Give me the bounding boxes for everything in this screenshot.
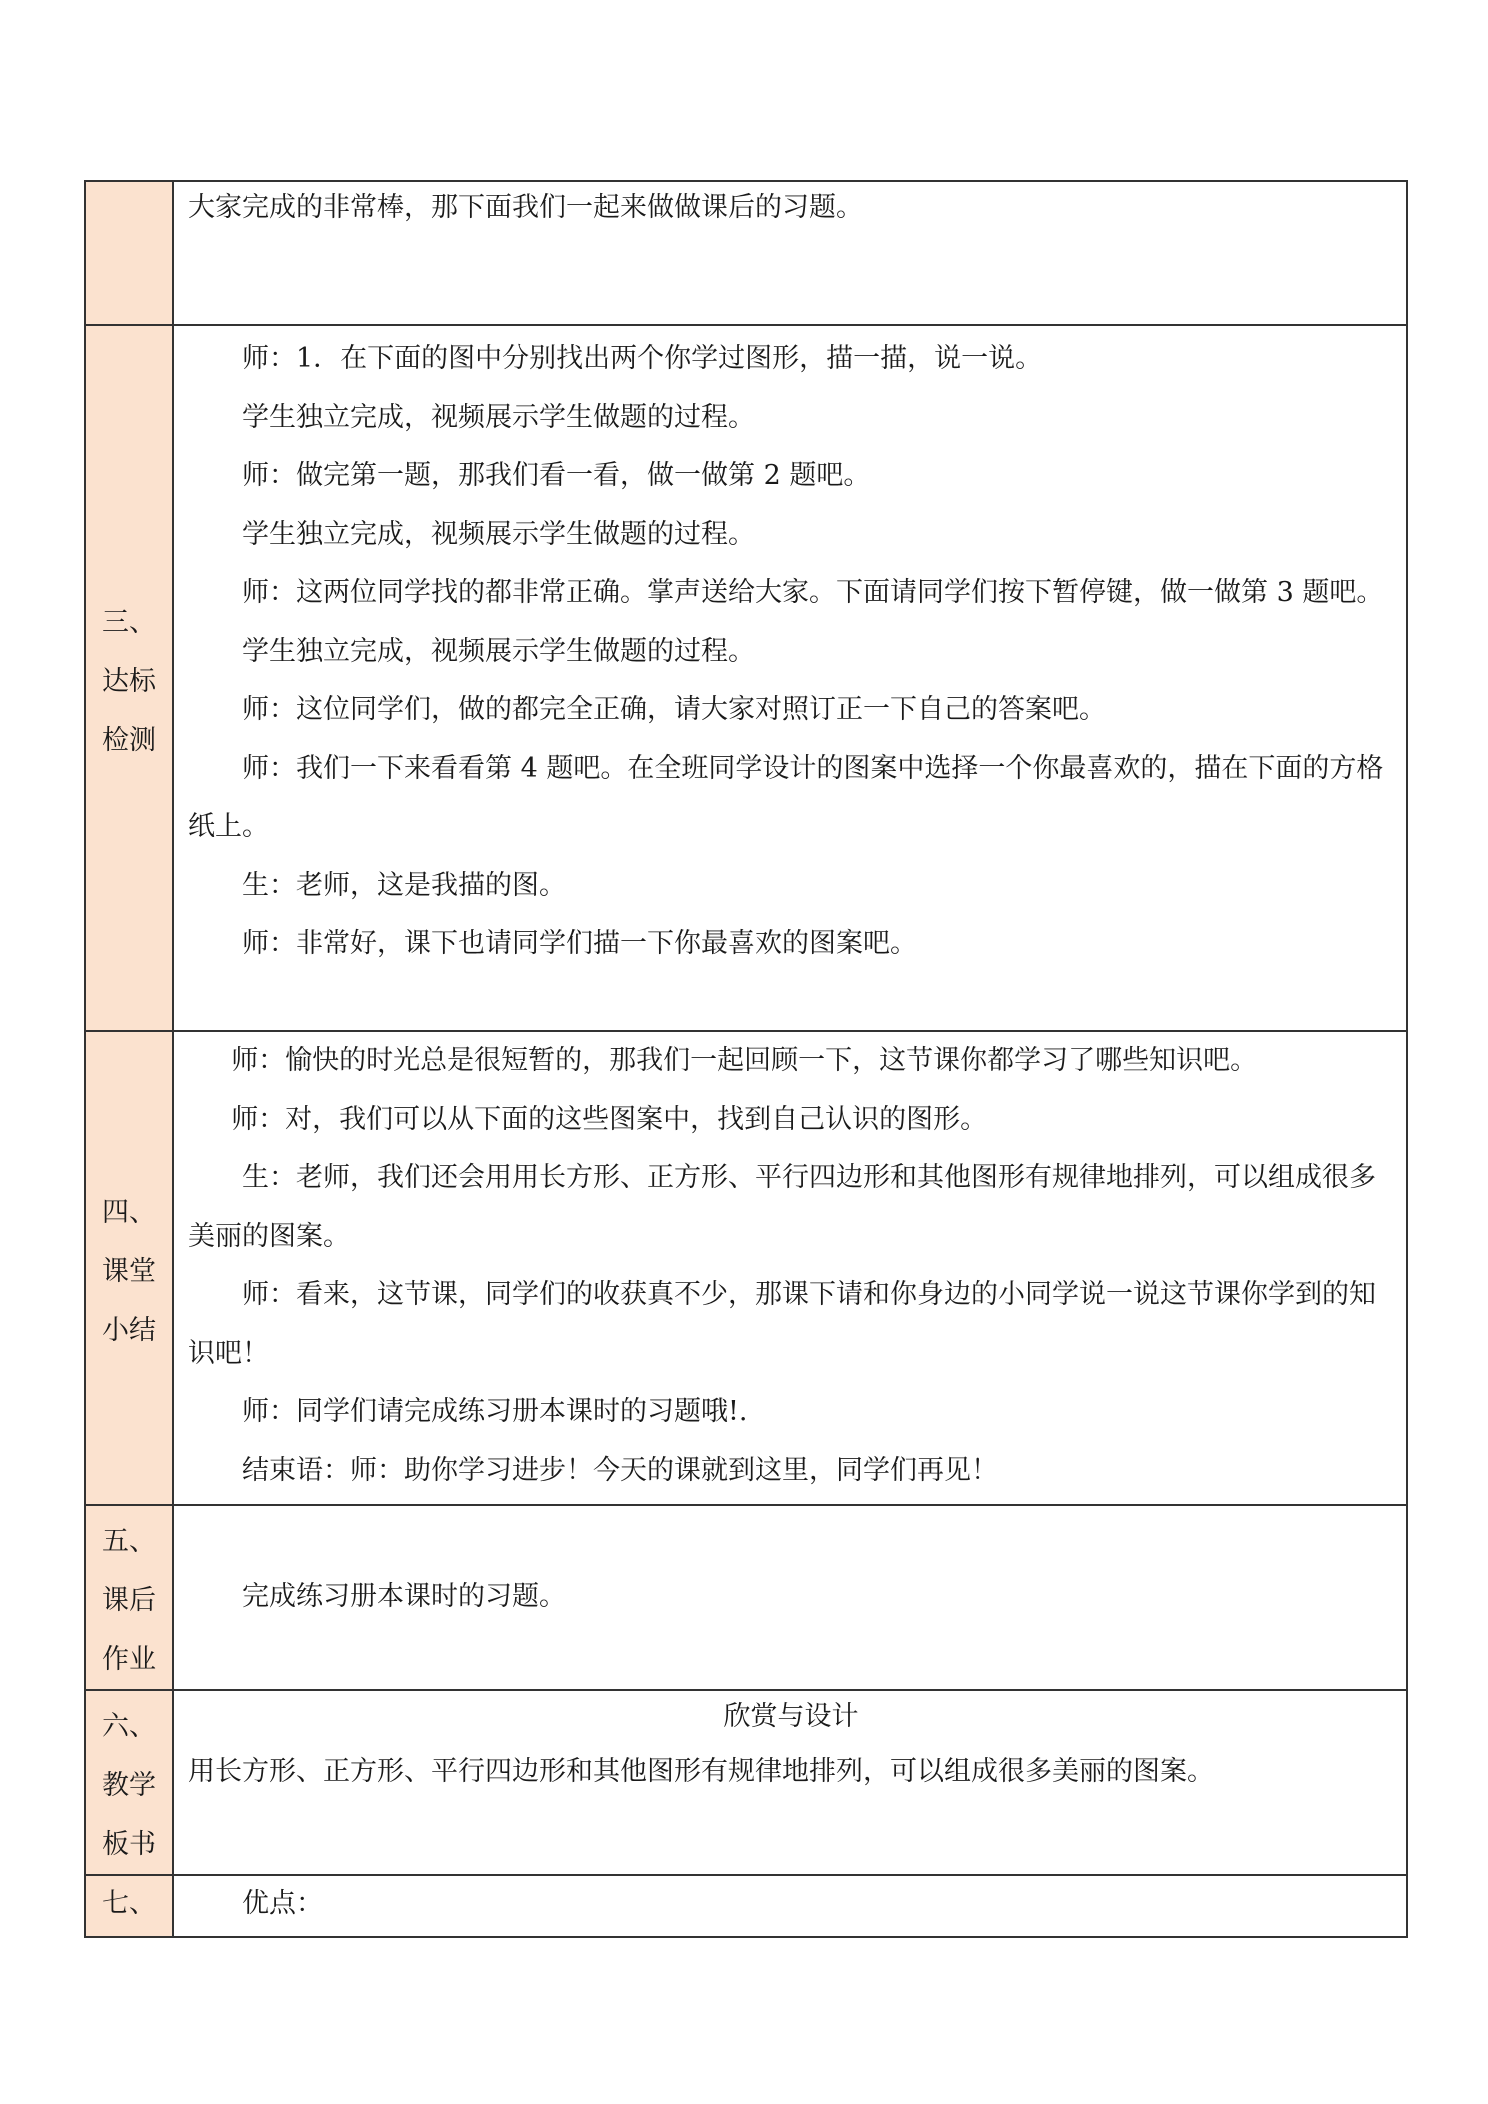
section-title-line: 教学 (102, 1770, 156, 1801)
section-content-cell (173, 1690, 1407, 1875)
paragraph: 学生独立完成，视频展示学生做题的过程。 (242, 401, 755, 433)
section-number: 三、 (102, 606, 156, 638)
paragraph: 师：非常好，课下也请同学们描一下你最喜欢的图案吧。 (242, 928, 917, 959)
section-number: 五、 (102, 1526, 156, 1557)
section-title-line: 达标 (102, 665, 156, 697)
paragraph: 师：同学们请完成练习册本课时的习题哦!. (242, 1396, 748, 1427)
paragraph: 师：对，我们可以从下面的这些图案中，找到自己认识的图形。 (231, 1103, 988, 1135)
table-row (85, 325, 1407, 1031)
section-number: 六、 (102, 1711, 156, 1742)
section-title-line: 课后 (102, 1585, 156, 1616)
section-number: 四、 (102, 1196, 156, 1228)
paragraph: 师：1．在下面的图中分别找出两个你学过图形，描一描，说一说。 (242, 343, 1043, 374)
paragraph: 完成练习册本课时的习题。 (242, 1581, 566, 1613)
section-title-line: 作业 (102, 1644, 156, 1675)
paragraph: 师：这两位同学找的都非常正确。掌声送给大家。下面请同学们按下暂停键，做一做第 3 题吧。 (242, 577, 1384, 608)
table-row (85, 1875, 1407, 1937)
paragraph: 师：我们一下来看看第 4 题吧。在全班同学设计的图案中选择一个你最喜欢的，描在下面的方格纸上。 (188, 752, 1384, 842)
section-content-cell (173, 1505, 1407, 1690)
section-content-cell (173, 1875, 1407, 1937)
section-content-cell (173, 181, 1407, 325)
paragraph: 用长方形、正方形、平行四边形和其他图形有规律地排列，可以组成很多美丽的图案。 (188, 1756, 1214, 1787)
lesson-plan-table (84, 180, 1408, 1938)
paragraph: 生：老师，我们还会用用长方形、正方形、平行四边形和其他图形有规律地排列，可以组成很多美丽的图案。 (188, 1162, 1376, 1252)
table-row (85, 1505, 1407, 1690)
paragraph: 学生独立完成，视频展示学生做题的过程。 (242, 518, 755, 550)
section-content-cell (173, 325, 1407, 1031)
paragraph: 结束语：师：助你学习进步！今天的课就到这里，同学们再见！ (242, 1454, 998, 1486)
paragraph: 师：看来，这节课，同学们的收获真不少，那课下请和你身边的小同学说一说这节课你学到的知识吧！ (188, 1279, 1376, 1369)
table-row (85, 181, 1407, 325)
paragraph: 大家完成的非常棒，那下面我们一起来做做课后的习题。 (188, 192, 863, 223)
section-title-line: 课堂 (102, 1255, 156, 1287)
board-title: 欣赏与设计 (723, 1701, 859, 1732)
section-number: 七、 (102, 1888, 156, 1919)
section-title-line: 小结 (102, 1314, 156, 1346)
section-label-cell (85, 325, 173, 1031)
section-title-line: 检测 (102, 724, 156, 756)
paragraph: 生：老师，这是我描的图。 (242, 869, 566, 901)
section-title-line: 板书 (102, 1829, 156, 1860)
table-row (85, 1690, 1407, 1875)
table-row (85, 1031, 1407, 1505)
section-label-cell (85, 181, 173, 325)
section-content-cell (173, 1031, 1407, 1505)
section-label-cell (85, 1690, 173, 1875)
paragraph: 优点： (242, 1888, 323, 1919)
paragraph: 学生独立完成，视频展示学生做题的过程。 (242, 635, 755, 667)
section-label-cell (85, 1505, 173, 1690)
paragraph: 师：愉快的时光总是很短暂的，那我们一起回顾一下，这节课你都学习了哪些知识吧。 (231, 1045, 1258, 1076)
section-label-cell (85, 1031, 173, 1505)
section-label-cell (85, 1875, 173, 1937)
paragraph: 师：做完第一题，那我们看一看，做一做第 2 题吧。 (242, 460, 871, 491)
paragraph: 师：这位同学们，做的都完全正确，请大家对照订正一下自己的答案吧。 (242, 694, 1106, 725)
